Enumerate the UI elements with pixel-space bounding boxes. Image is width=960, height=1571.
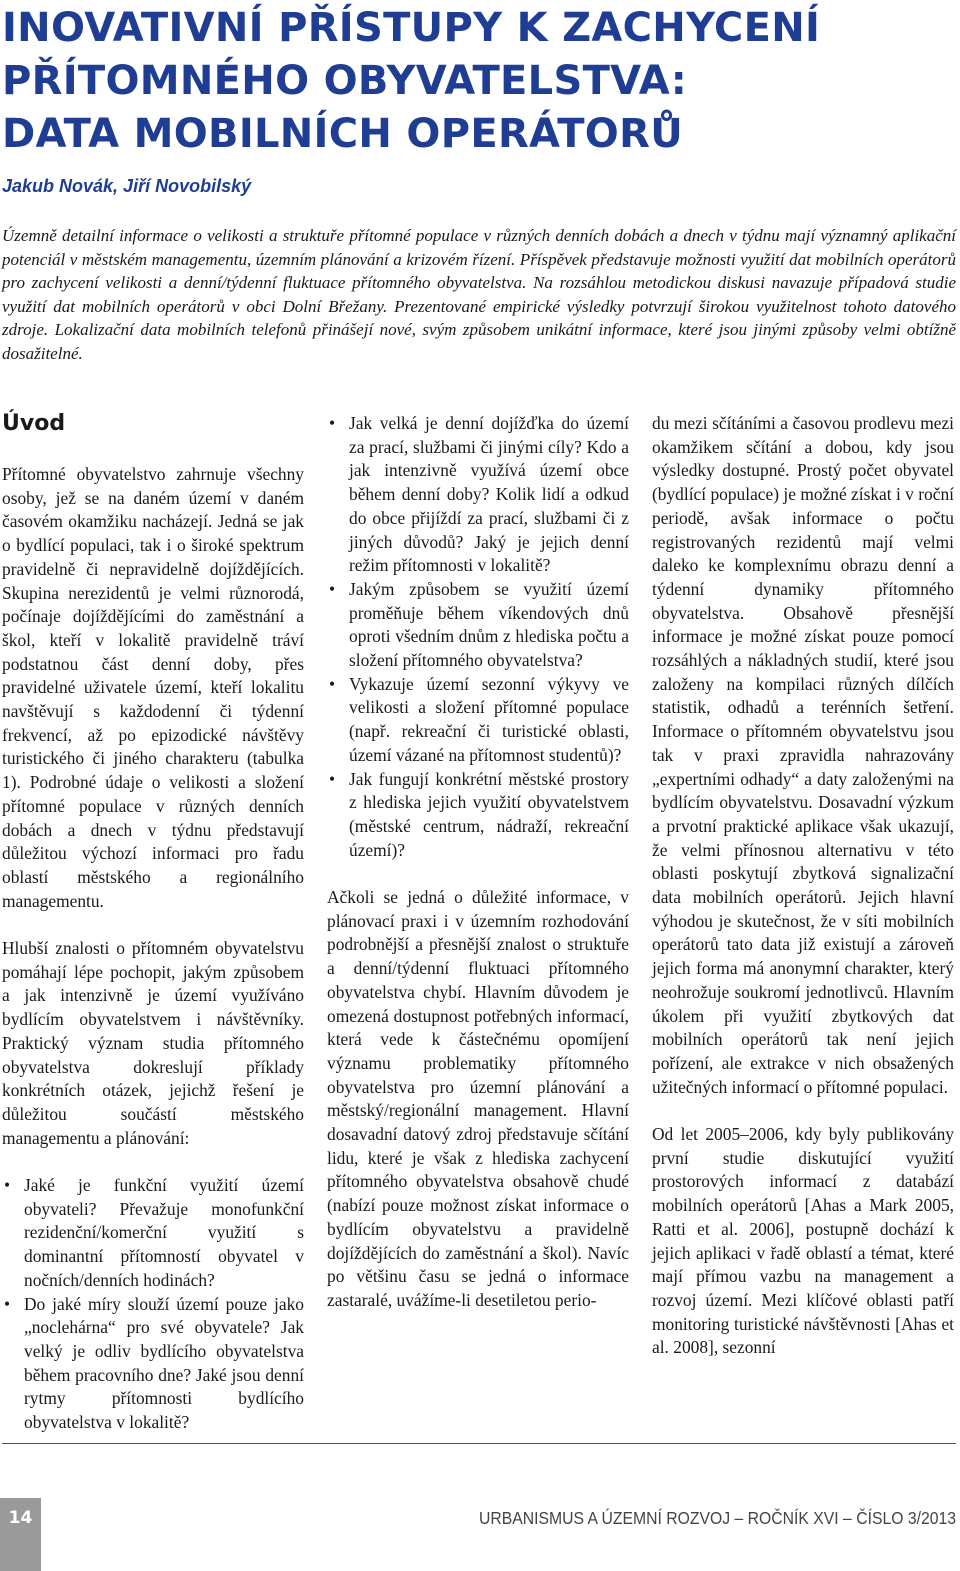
body-paragraph: Ačkoli se jedná o důležité informace, v plánovací praxi i v územním rozhodování podrobnější a přesnější znalost o struktuře a denní/týdenní fluktuaci přítomného obyvatelstva chybí. Hlavním důvodem je omezená dostupnost potřebných informací, která vede k částečnému opomíjení významu problematiky přítomného obyvatelstva pro územní plánování a městský/regionální management. Hlavní dosavadní datový zdroj představuje sčítání lidu, které je však z hlediska zachycení přítomného obyvatelstva obsahově chudé (nabízí pouze možnost získat informace o bydlícím obyvatelstvu a pravidelně dojíždějících do zaměstnání a škol). Navíc po většinu času se jedná o informace zastaralé, uvážíme-li desetiletou perio- [327,887,629,1310]
text-column-1 [2,405,304,1435]
body-paragraph: du mezi sčítáními a časovou prodlevu mezi okamžikem sčítání a dobou, kdy jsou výsledky dostupné. Prostý počet obyvatel (bydlící populace) je možné získat i v roční periodě, avšak informace o počtu registrovaných rezidentů mají velmi daleko ke komplexnímu obrazu denní a týdenní dynamiky přítomného obyvatelstva. Obsahově přesnější informace je možné získat pouze pomocí rozsáhlých a nákladných studií, které jsou založeny na kompilaci různých dílčích statistik, odhadů a terénních šetření. Informace o přítomném obyvatelstvu jsou tak v praxi zpravidla nahrazovány „expertními odhady“ a daty založenými na bydlícím obyvatelstvu. Dosavadní výzkum a prvotní praktické aplikace však ukazují, že velmi přínosnou alternativu v této oblasti poskytují zbytková signalizační data mobilních operátorů. Jejich hlavní výhodou je skutečnost, že v síti mobilních operátorů tato data již existují a zároveň jejich forma má anonymní charakter, který neohrožuje soukromí jednotlivců. Hlavním úkolem při využití zbytkových dat mobilních operátorů tak není jejich pořízení, ale extrakce v nich obsažených užitečných informací o přítomné populaci. [652,413,954,1097]
article-title [2,2,952,161]
text-column-2 [327,412,629,1313]
footer-divider [2,1443,956,1444]
page-number-text: 14 [8,1508,33,1528]
body-paragraph: Od let 2005–2006, kdy byly publikovány první studie diskutující využití prostorových informací z databází mobilních operátorů [Ahas a Mark 2005, Ratti et al. 2006], postupně dochází k jejich aplikaci v řadě oblastí a témat, které mají přímou vazbu na management a rozvoj území. Mezi klíčové oblasti patří monitoring turistické návštěvnosti [Ahas et al. 2008], sezonní [652,1124,954,1358]
list-item: • Jak fungují konkrétní městské prostory z hlediska jejich využití obyvatelstvem (městské centrum, nádraží, rekreační území)? [327,768,629,863]
article-title-line: INOVATIVNÍ PŘÍSTUPY K ZACHYCENÍ [2,5,821,51]
question-list [327,412,629,862]
list-item: • Vykazuje území sezonní výkyvy ve velikosti a složení přítomné populace (např. rekreační či turistické oblasti, území vázané na přítomnost studentů)? [327,673,629,768]
article-title-line: PŘÍTOMNÉHO OBYVATELSTVA: [2,58,687,104]
question-list [2,1174,304,1435]
list-item: • Do jaké míry slouží území pouze jako „noclehárna“ pro své obyvatele? Jak velký je odliv bydlícího obyvatelstva během pracovního dne? Jaké jsou denní rytmy přítomnosti bydlícího obyvatelstva v lokalitě? [2,1293,304,1435]
article-authors: Jakub Novák, Jiří Novobilský [2,176,252,196]
list-item: • Jakým způsobem se využití území proměňuje během víkendových dnů oproti všedním dnům z hlediska počtu a složení přítomného obyvatelstva? [327,578,629,673]
page-number [0,1498,41,1571]
article-title-line: DATA MOBILNÍCH OPERÁTORŮ [2,111,683,157]
journal-running-footer: URBANISMUS A ÚZEMNÍ ROZVOJ – ROČNÍK XVI – ČÍSLO 3/2013 [478,1508,956,1528]
text-column-3 [652,412,954,1360]
body-paragraph: Hlubší znalosti o přítomném obyvatelstvu pomáhají lépe pochopit, jakým způsobem a jak intenzivně je území využíváno bydlícím obyvatelstvem i návštěvníky. Praktický význam studia přítomného obyvatelstva dokreslují příklady konkrétních otázek, jejichž řešení je důležitou součástí městského managementu a plánování: [2,938,304,1148]
article-abstract: Územně detailní informace o velikosti a struktuře přítomné populace v různých denních dobách a dnech v týdnu mají významný aplikační potenciál v městském managementu, územním plánování a krizovém řízení. Příspěvek představuje možnosti využití dat mobilních operátorů pro zachycení velikosti a denní/týdenní fluktuace přítomného obyvatelstva. Na rozsáhlou metodickou diskusi navazuje případová studie využití dat mobilních operátorů v obci Dolní Břežany. Prezentované empirické výsledky potvrzují širokou využitelnost tohoto datového zdroje. Lokalizační data mobilních telefonů přinášejí nové, svým způsobem unikátní informace, které jsou jinými způsoby velmi obtížně dosažitelné. [2,226,956,363]
list-item: • Jaké je funkční využití území obyvateli? Převažuje monofunkční rezidenční/komerční využití s dominantní přítomností obyvatel v nočních/denních hodinách? [2,1174,304,1293]
body-paragraph: Přítomné obyvatelstvo zahrnuje všechny osoby, jež se na daném území v daném časovém okamžiku nacházejí. Jedná se jak o bydlící populaci, tak i o široké spektrum pravidelně či nepravidelně dojíždějících. Skupina nerezidentů je velmi různorodá, počínaje dojíždějícími do zaměstnání a škol, kteří v lokalitě pravidelně tráví podstatnou část denní doby, přes pravidelné uživatele území, kteří lokalitu navštěvují s každodenní či týdenní frekvencí, až po epizodické návštěvy turistického či jiného charakteru (tabulka 1). Podrobné údaje o velikosti a složení přítomné populace v různých denních dobách a dnech v týdnu představují důležitou výchozí informaci pro řadu oblastí městského a regionálního managementu. [2,464,304,911]
section-heading-uvod: Úvod [2,411,66,436]
list-item: • Jak velká je denní dojížďka do území za prací, službami či jinými cíly? Kdo a jak intenzivně využívá území obce během denní doby? Kolik lidí a odkud do obce přijíždí za prací, službami či z jiných důvodů? Jaký je jejich denní režim přítomnosti v lokalitě? [327,412,629,578]
